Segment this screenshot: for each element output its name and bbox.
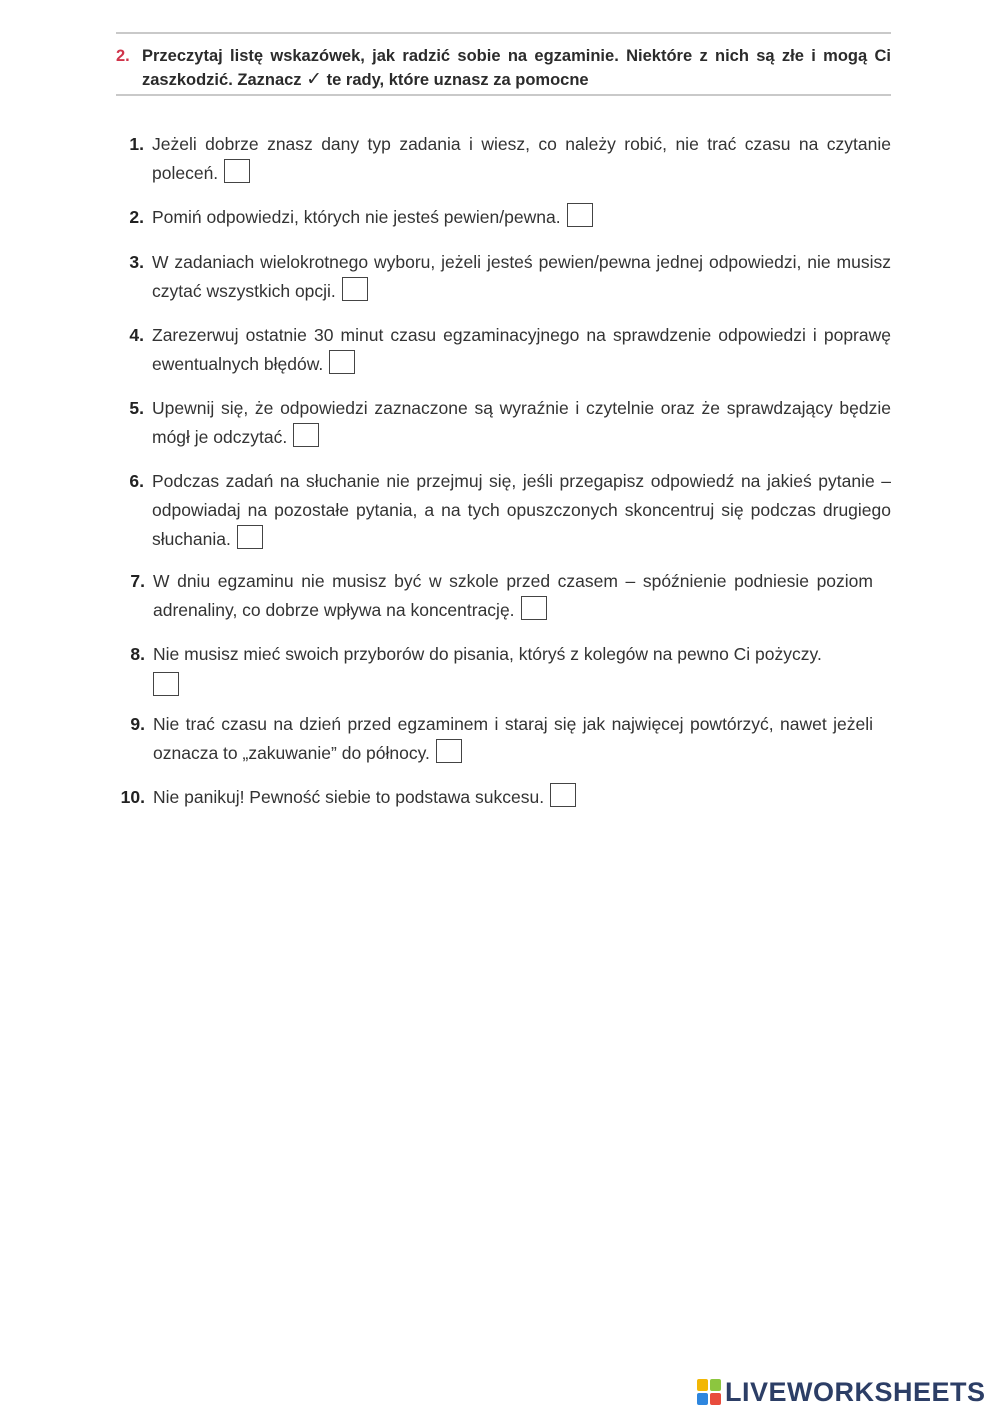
item-text: Pomiń odpowiedzi, których nie jesteś pewien/pewna. — [152, 207, 561, 227]
item-text: Nie panikuj! Pewność siebie to podstawa sukcesu. — [153, 787, 545, 807]
check-mark-icon: ✓ — [306, 69, 323, 90]
list-item — [129, 467, 891, 554]
item-text: W dniu egzaminu nie musisz być w szkole przed czasem – spóźnienie podniesie poziom adrenaliny, co dobrze wpływa na koncentrację. — [153, 571, 873, 620]
task-instruction — [116, 45, 891, 92]
answer-checkbox[interactable] — [237, 525, 263, 549]
item-number: 7. — [130, 571, 145, 591]
item-number: 1. — [129, 134, 144, 154]
item-number: 2. — [129, 207, 144, 227]
list-item — [129, 130, 891, 188]
brand-name: LIVEWORKSHEETS — [725, 1376, 986, 1407]
item-number: 8. — [130, 644, 145, 664]
answer-checkbox[interactable] — [550, 783, 576, 807]
liveworksheets-logo-icon — [697, 1379, 721, 1405]
item-text: Jeżeli dobrze znasz dany typ zadania i wiesz, co należy robić, nie trać czasu na czytanie poleceń. — [152, 134, 891, 183]
brand-footer — [697, 1376, 986, 1408]
answer-checkbox[interactable] — [153, 672, 179, 696]
item-number: 5. — [129, 398, 144, 418]
item-text: Nie musisz mieć swoich przyborów do pisania, któryś z kolegów na pewno Ci pożyczy. — [153, 644, 822, 664]
item-text: W zadaniach wielokrotnego wyboru, jeżeli jesteś pewien/pewna jednej odpowiedzi, nie musisz czytać wszystkich opcji. — [152, 252, 891, 301]
instruction-part2: te rady, które uznasz za pomocne — [322, 71, 589, 89]
answer-checkbox[interactable] — [342, 277, 368, 301]
instruction-part1: Przeczytaj listę wskazówek, jak radzić sobie na egzaminie. Niektóre z nich są złe i mogą Ci zaszkodzić. Zaznacz — [142, 47, 891, 89]
answer-checkbox[interactable] — [567, 203, 593, 227]
list-item — [129, 203, 891, 232]
bottom-divider — [116, 94, 891, 96]
item-number: 3. — [129, 252, 144, 272]
answer-checkbox[interactable] — [224, 159, 250, 183]
answer-checkbox[interactable] — [436, 739, 462, 763]
task-number: 2. — [116, 47, 130, 65]
answer-checkbox[interactable] — [521, 596, 547, 620]
item-number: 4. — [129, 325, 144, 345]
top-divider — [116, 32, 891, 34]
list-item — [130, 640, 873, 696]
list-item — [129, 394, 891, 452]
item-number: 9. — [130, 714, 145, 734]
list-item — [120, 783, 873, 812]
task-instruction-text — [142, 45, 891, 92]
item-text: Zarezerwuj ostatnie 30 minut czasu egzaminacyjnego na sprawdzenie odpowiedzi i poprawę ewentualnych błędów. — [152, 325, 891, 374]
item-number: 6. — [129, 471, 144, 491]
list-item — [130, 710, 873, 768]
list-item — [130, 567, 873, 625]
item-text: Upewnij się, że odpowiedzi zaznaczone są wyraźnie i czytelnie oraz że sprawdzający będzie mógł je odczytać. — [152, 398, 891, 447]
item-text: Podczas zadań na słuchanie nie przejmuj się, jeśli przegapisz odpowiedź na jakieś pytanie – odpowiadaj na pozostałe pytania, a na tych opuszczonych skoncentruj się podczas drugiego słuchania. — [152, 471, 891, 549]
item-text: Nie trać czasu na dzień przed egzaminem i staraj się jak najwięcej powtórzyć, nawet jeżeli oznacza to „zakuwanie” do północy. — [153, 714, 873, 763]
list-item — [129, 321, 891, 379]
item-number: 10. — [120, 787, 145, 807]
answer-checkbox[interactable] — [329, 350, 355, 374]
answer-checkbox[interactable] — [293, 423, 319, 447]
list-item — [129, 248, 891, 306]
